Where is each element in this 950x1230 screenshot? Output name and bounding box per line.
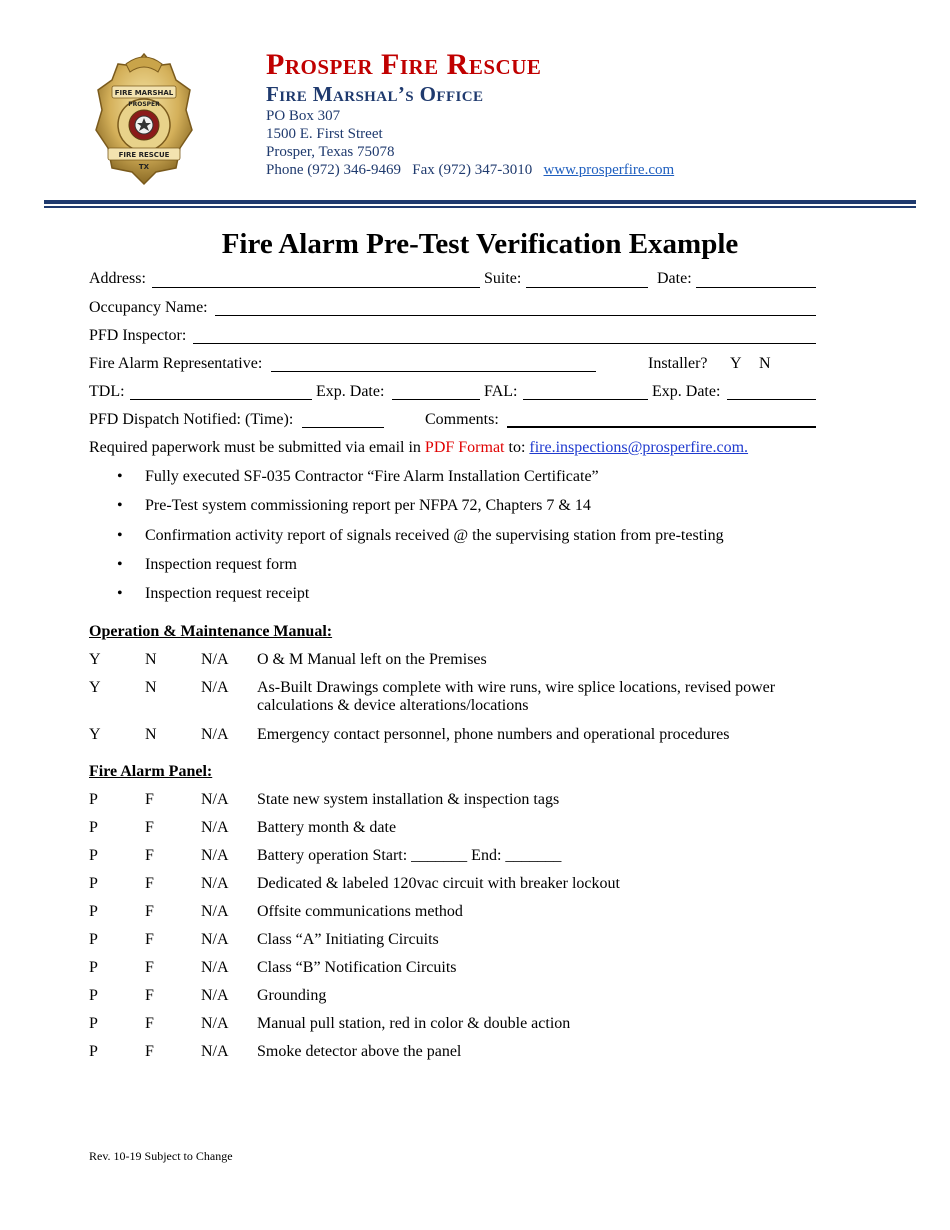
bullet-icon: • <box>117 497 123 514</box>
panel-fail-option[interactable]: F <box>145 819 154 836</box>
panel-fail-option[interactable]: F <box>145 1015 154 1032</box>
panel-pass-option[interactable]: P <box>89 903 98 920</box>
required-pre: Required paperwork must be submitted via email in <box>89 439 421 456</box>
list-item: Fully executed SF-035 Contractor “Fire Alarm Installation Certificate” <box>145 468 599 485</box>
fal-field[interactable] <box>523 399 648 400</box>
panel-pass-option[interactable]: P <box>89 959 98 976</box>
address-line-3: Prosper, Texas 75078 <box>266 144 395 160</box>
om-na-option[interactable]: N/A <box>201 726 229 743</box>
list-item: Inspection request receipt <box>145 585 310 602</box>
header-divider <box>44 200 916 204</box>
panel-item-text: Class “B” Notification Circuits <box>257 959 457 976</box>
panel-na-option[interactable]: N/A <box>201 987 229 1004</box>
page-title: Fire Alarm Pre-Test Verification Example <box>221 228 739 260</box>
comments-field[interactable] <box>507 426 816 428</box>
exp-date-2-field[interactable] <box>727 399 816 400</box>
panel-na-option[interactable]: N/A <box>201 903 229 920</box>
fire-marshal-badge-logo <box>92 50 196 188</box>
comments-label: Comments: <box>425 411 499 428</box>
panel-na-option[interactable]: N/A <box>201 1043 229 1060</box>
dispatch-label: PFD Dispatch Notified: (Time): <box>89 411 294 428</box>
required-paperwork-text <box>89 439 748 457</box>
list-item: Inspection request form <box>145 556 297 573</box>
required-to: to: <box>508 439 526 456</box>
tdl-label: TDL: <box>89 383 125 400</box>
tdl-field[interactable] <box>130 399 312 400</box>
panel-pass-option[interactable]: P <box>89 847 98 864</box>
panel-fail-option[interactable]: F <box>145 959 154 976</box>
panel-fail-option[interactable]: F <box>145 987 154 1004</box>
suite-field[interactable] <box>526 287 648 288</box>
email-link[interactable]: fire.inspections@prosperfire.com. <box>529 439 749 456</box>
panel-pass-option[interactable]: P <box>89 875 98 892</box>
fal-label: FAL: <box>484 383 518 400</box>
panel-na-option[interactable]: N/A <box>201 931 229 948</box>
address-field[interactable] <box>152 287 480 288</box>
panel-pass-option[interactable]: P <box>89 791 98 808</box>
badge-middle-text: PROSPER <box>128 101 160 108</box>
list-item: Confirmation activity report of signals received @ the supervising station from pre-testing <box>145 527 724 544</box>
om-no-option[interactable]: N <box>145 651 157 668</box>
header-divider-thin <box>44 206 916 208</box>
exp-date-2-label: Exp. Date: <box>652 383 721 400</box>
panel-fail-option[interactable]: F <box>145 791 154 808</box>
panel-item-text: Offsite communications method <box>257 903 463 920</box>
phone-text: Phone (972) 346-9469 <box>266 162 401 178</box>
panel-pass-option[interactable]: P <box>89 1015 98 1032</box>
panel-na-option[interactable]: N/A <box>201 959 229 976</box>
fax-text: Fax (972) 347-3010 <box>412 162 533 178</box>
address-line-1: PO Box 307 <box>266 108 341 124</box>
pdf-format-text: PDF Format <box>424 439 505 456</box>
panel-fail-option[interactable]: F <box>145 903 154 920</box>
om-heading: Operation & Maintenance Manual: <box>89 623 333 640</box>
panel-na-option[interactable]: N/A <box>201 847 229 864</box>
panel-item-text: State new system installation & inspection tags <box>257 791 560 808</box>
bullet-icon: • <box>117 585 123 602</box>
om-no-option[interactable]: N <box>145 679 157 696</box>
panel-item-text: Battery month & date <box>257 819 397 836</box>
address-line-2: 1500 E. First Street <box>266 126 383 142</box>
bullet-icon: • <box>117 556 123 573</box>
panel-item-text: Grounding <box>257 987 327 1004</box>
panel-pass-option[interactable]: P <box>89 931 98 948</box>
panel-pass-option[interactable]: P <box>89 819 98 836</box>
panel-item-text: Smoke detector above the panel <box>257 1043 462 1060</box>
installer-yes-option[interactable]: Y <box>730 355 742 372</box>
om-item-text: Emergency contact personnel, phone numbers and operational procedures <box>257 726 730 743</box>
panel-pass-option[interactable]: P <box>89 987 98 1004</box>
website-link[interactable]: www.prosperfire.com <box>543 162 675 178</box>
badge-top-text: FIRE MARSHAL <box>114 89 174 97</box>
panel-fail-option[interactable]: F <box>145 1043 154 1060</box>
inspector-label: PFD Inspector: <box>89 327 187 344</box>
list-item: Pre-Test system commissioning report per NFPA 72, Chapters 7 & 14 <box>145 497 591 514</box>
address-label: Address: <box>89 270 146 287</box>
panel-fail-option[interactable]: F <box>145 847 154 864</box>
installer-no-option[interactable]: N <box>759 355 771 372</box>
om-item-text: As-Built Drawings complete with wire runs, wire splice locations, revised power <box>257 679 776 696</box>
panel-heading: Fire Alarm Panel: <box>89 763 213 780</box>
panel-fail-option[interactable]: F <box>145 931 154 948</box>
contact-line <box>266 162 674 179</box>
installer-label: Installer? <box>648 355 708 372</box>
om-item-text: O & M Manual left on the Premises <box>257 651 487 668</box>
om-no-option[interactable]: N <box>145 726 157 743</box>
representative-label: Fire Alarm Representative: <box>89 355 263 372</box>
dispatch-time-field[interactable] <box>302 427 384 428</box>
panel-na-option[interactable]: N/A <box>201 791 229 808</box>
panel-fail-option[interactable]: F <box>145 875 154 892</box>
panel-item-text: Dedicated & labeled 120vac circuit with breaker lockout <box>257 875 620 892</box>
exp-date-1-label: Exp. Date: <box>316 383 385 400</box>
om-yes-option[interactable]: Y <box>89 651 101 668</box>
panel-na-option[interactable]: N/A <box>201 1015 229 1032</box>
panel-item-text: Battery operation Start: _______ End: _______ <box>257 847 562 864</box>
badge-bottom-text: FIRE RESCUE <box>118 151 170 159</box>
date-field[interactable] <box>696 287 816 288</box>
badge-state-text: TX <box>138 163 150 171</box>
om-yes-option[interactable]: Y <box>89 726 101 743</box>
exp-date-1-field[interactable] <box>392 399 480 400</box>
bullet-icon: • <box>117 468 123 485</box>
occupancy-field[interactable] <box>215 315 816 316</box>
org-name: Prosper Fire Rescue <box>266 48 542 81</box>
panel-item-text: Manual pull station, red in color & double action <box>257 1015 571 1032</box>
om-item-text-continued: calculations & device alterations/locations <box>257 697 529 714</box>
occupancy-label: Occupancy Name: <box>89 299 208 316</box>
panel-pass-option[interactable]: P <box>89 1043 98 1060</box>
bullet-icon: • <box>117 527 123 544</box>
footer-revision: Rev. 10-19 Subject to Change <box>89 1149 233 1163</box>
representative-field[interactable] <box>271 371 596 372</box>
panel-na-option[interactable]: N/A <box>201 875 229 892</box>
inspector-field[interactable] <box>193 343 816 344</box>
date-label: Date: <box>657 270 692 287</box>
om-na-option[interactable]: N/A <box>201 679 229 696</box>
om-yes-option[interactable]: Y <box>89 679 101 696</box>
om-na-option[interactable]: N/A <box>201 651 229 668</box>
office-name: Fire Marshal’s Office <box>266 82 484 106</box>
panel-na-option[interactable]: N/A <box>201 819 229 836</box>
panel-item-text: Class “A” Initiating Circuits <box>257 931 439 948</box>
suite-label: Suite: <box>484 270 522 287</box>
